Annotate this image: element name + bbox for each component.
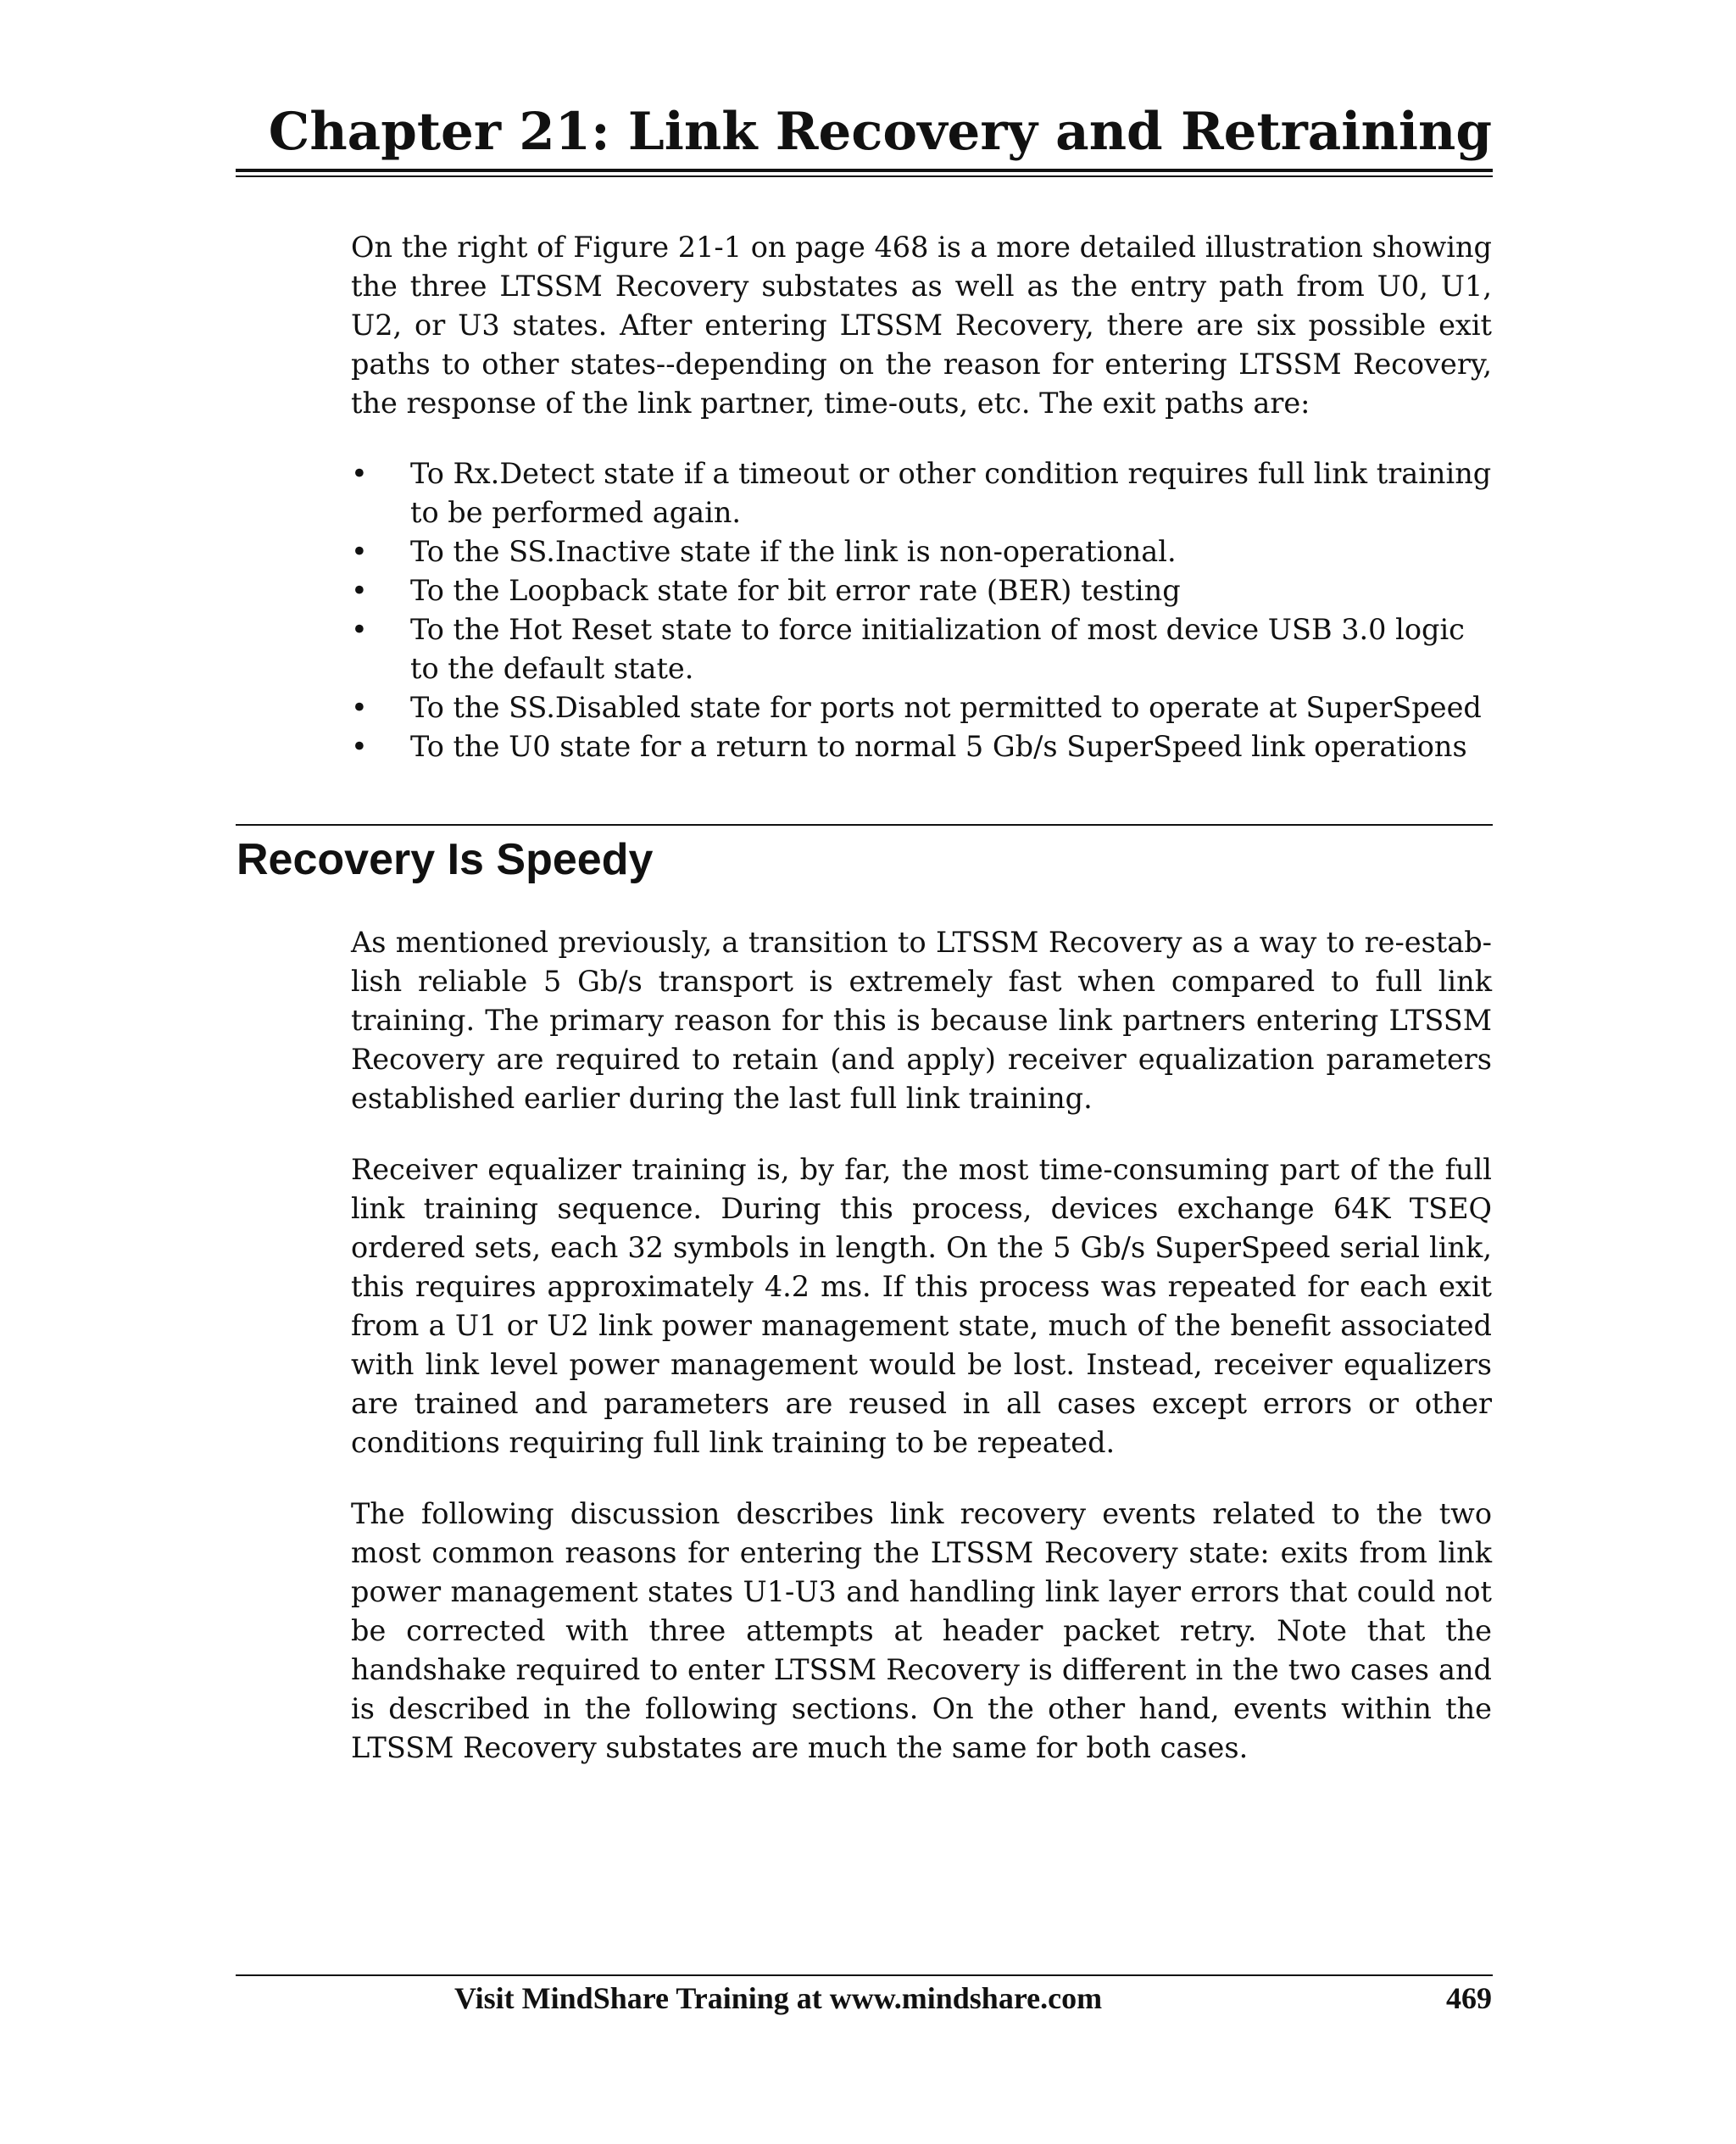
list-item-text: To Rx.Detect state if a timeout or other condition requires full link training to be performed again. — [410, 457, 1492, 529]
bullet-icon: • — [351, 730, 368, 763]
list-item-text: To the Loopback state for bit error rate (BER) testing — [410, 574, 1181, 607]
list-item-text: To the U0 state for a return to normal 5 Gb/s SuperSpeed link operations — [410, 730, 1467, 763]
bullet-icon: • — [351, 691, 368, 724]
section-body — [351, 923, 1492, 1768]
footer-rule — [236, 1974, 1493, 1976]
list-item — [351, 688, 1492, 727]
bullet-icon: • — [351, 457, 368, 490]
list-item-text: To the SS.Disabled state for ports not permitted to operate at SuperSpeed — [410, 691, 1482, 724]
list-item-text: To the Hot Reset state to force initialization of most device USB 3.0 logic to the default state. — [410, 613, 1465, 685]
list-item — [351, 571, 1492, 610]
intro-paragraph: On the right of Figure 21-1 on page 468 is a more detailed illustration showing the three LTSSM Recovery substates as well as the entry path from U0, U1, U2, or U3 states. After entering LTSSM Recovery, there are six possible exit paths to other states--depending on the reason for entering LTSSM Recovery, the response of the link partner, time-outs, etc. The exit paths are: — [351, 231, 1492, 420]
bullet-icon: • — [351, 535, 368, 568]
intro-block — [351, 228, 1492, 766]
footer-text: Visit MindShare Training at www.mindshare.com — [454, 1981, 1103, 2015]
bullet-icon: • — [351, 574, 368, 607]
list-item — [351, 610, 1492, 688]
header-rule-top — [236, 169, 1493, 172]
list-item — [351, 454, 1492, 532]
list-item — [351, 532, 1492, 571]
section-divider — [236, 824, 1493, 826]
list-item — [351, 727, 1492, 766]
list-item-text: To the SS.Inactive state if the link is non-operational. — [410, 535, 1177, 568]
header-rule-bottom — [236, 175, 1493, 177]
section-paragraph: The following discussion describes link recovery events related to the two most common reasons for entering the LTSSM Recovery state: exits from link power management states U1-U3 and handling link layer errors that could not be corrected with three attempts at header packet retry. Note that the handshake required to enter LTSSM Recovery is different in the two cases and is described in the following sections. On the other hand, events within the LTSSM Recovery substates are much the same for both cases. — [351, 1497, 1492, 1764]
page-number: 469 — [1446, 1981, 1492, 2015]
section-heading: Recovery Is Speedy — [236, 835, 654, 884]
exit-paths-list — [351, 454, 1492, 766]
bullet-icon: • — [351, 613, 368, 646]
section-paragraph: As mentioned previously, a transition to LTSSM Recovery as a way to re-establish reliable 5 Gb/s transport is extremely fast when compared to full link training. The primary reason for this is because link partners entering LTSSM Recovery are required to retain (and apply) receiver equalization parameters established earlier during the last full link training. — [351, 926, 1492, 1115]
chapter-title: Chapter 21: Link Recovery and Retraining — [268, 102, 1492, 162]
section-paragraph: Receiver equalizer training is, by far, the most time-consuming part of the full link training sequence. During this process, devices exchange 64K TSEQ ordered sets, each 32 symbols in length. On the 5 Gb/s SuperSpeed serial link, this requires approximately 4.2 ms. If this process was repeated for each exit from a U1 or U2 link power management state, much of the benefit associated with link level power management would be lost. Instead, receiver equalizers are trained and parameters are reused in all cases except errors or other conditions requiring full link training to be repeated. — [351, 1153, 1492, 1459]
